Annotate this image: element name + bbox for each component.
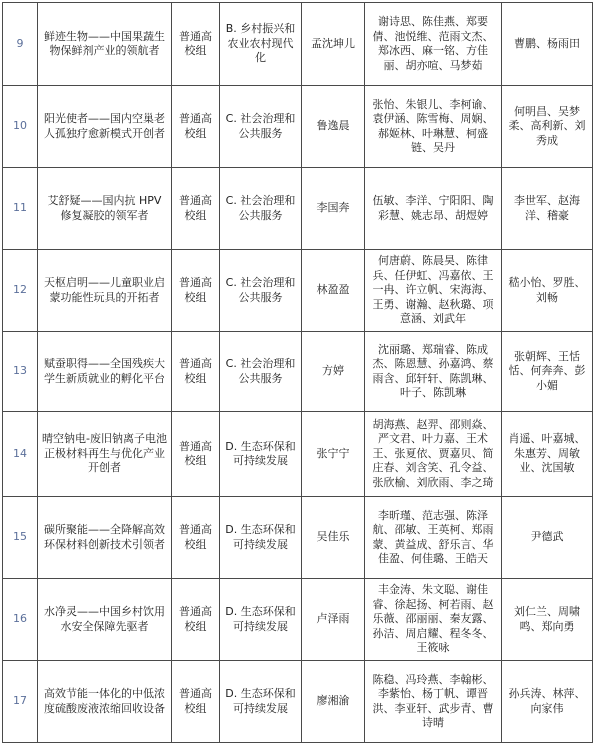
project-name: 阳光使者——国内空巢老人孤独疗愈新模式开创者	[38, 86, 172, 168]
row-number: 10	[3, 86, 38, 168]
team-leader: 廖湘渝	[302, 661, 365, 743]
team-members: 谢诗思、陈佳燕、郑要倩、池悦维、范雨文杰、郑冰西、麻一铭、方佳丽、胡亦喧、马梦茹	[365, 3, 502, 86]
project-name: 赋蚕职得——全国残疾大学生新质就业的孵化平台	[38, 332, 172, 412]
group-category: 普通高校组	[172, 661, 220, 743]
project-name: 碳所聚能——全降解高效环保材料创新技术引领者	[38, 497, 172, 579]
team-members: 沈丽璐、郑瑞睿、陈成杰、陈恩慧、孙嘉鸿、蔡雨含、邱轩轩、陈凯琳、叶子、陈凯琳	[365, 332, 502, 412]
track-category: D. 生态环保和可持续发展	[220, 412, 302, 497]
table-row	[3, 661, 593, 743]
table-row	[3, 168, 593, 250]
track-category: C. 社会治理和公共服务	[220, 168, 302, 250]
group-category: 普通高校组	[172, 497, 220, 579]
team-leader: 卢泽雨	[302, 579, 365, 661]
team-leader: 方婷	[302, 332, 365, 412]
team-members: 李昕瑾、范志强、陈泽航、邵敏、王英柯、郑雨蒙、黄益成、舒乐言、华佳盈、何佳璐、王皓天	[365, 497, 502, 579]
advisors: 何明昌、吴梦柔、高利新、刘秀成	[502, 86, 593, 168]
row-number: 17	[3, 661, 38, 743]
project-name: 晴空钠电-废旧钠离子电池正极材料再生与优化产业开创者	[38, 412, 172, 497]
track-category: B. 乡村振兴和农业农村现代化	[220, 3, 302, 86]
row-number: 13	[3, 332, 38, 412]
group-category: 普通高校组	[172, 3, 220, 86]
team-leader: 吴佳乐	[302, 497, 365, 579]
track-category: D. 生态环保和可持续发展	[220, 497, 302, 579]
team-members: 伍敏、李洋、宁阳阳、陶彩慧、姚志昂、胡煜婷	[365, 168, 502, 250]
row-number: 12	[3, 250, 38, 332]
team-members: 陈稳、冯玲燕、李翰彬、李紫怡、杨丁帆、谭晋洪、李亚轩、武步青、曹诗晴	[365, 661, 502, 743]
project-name: 高效节能一体化的中低浓度硫酸废液浓缩回收设备	[38, 661, 172, 743]
advisors: 李世军、赵海洋、稽豪	[502, 168, 593, 250]
group-category: 普通高校组	[172, 412, 220, 497]
award-table	[2, 2, 593, 743]
team-leader: 鲁逸晨	[302, 86, 365, 168]
project-name: 水净灵——中国乡村饮用水安全保障先驱者	[38, 579, 172, 661]
group-category: 普通高校组	[172, 579, 220, 661]
team-leader: 张宁宁	[302, 412, 365, 497]
track-category: D. 生态环保和可持续发展	[220, 579, 302, 661]
row-number: 15	[3, 497, 38, 579]
row-number: 11	[3, 168, 38, 250]
track-category: C. 社会治理和公共服务	[220, 250, 302, 332]
team-members: 张怡、朱银儿、李柯谕、袁伊涵、陈雪梅、周娴、郝姬林、叶琳慧、柯盛链、吴丹	[365, 86, 502, 168]
project-name: 艾舒疑——国内抗 HPV 修复凝胶的领军者	[38, 168, 172, 250]
table-row	[3, 579, 593, 661]
team-members: 胡海燕、赵羿、邵则焱、严文君、叶力嘉、王术王、张夏依、贾嘉贝、简庄春、刘含笑、孔令益、张欣榆、刘欣雨、李之琦	[365, 412, 502, 497]
advisors: 嵇小怡、罗胜、刘畅	[502, 250, 593, 332]
advisors: 尹德武	[502, 497, 593, 579]
row-number: 14	[3, 412, 38, 497]
row-number: 16	[3, 579, 38, 661]
group-category: 普通高校组	[172, 86, 220, 168]
track-category: D. 生态环保和可持续发展	[220, 661, 302, 743]
row-number: 9	[3, 3, 38, 86]
table-row	[3, 412, 593, 497]
team-members: 何唐蔚、陈晨昊、陈律兵、任伊虹、冯嘉依、王一冉、许立帆、宋海海、王勇、谢瀚、赵秋璐、项意涵、刘武年	[365, 250, 502, 332]
advisors: 曹鹏、杨雨田	[502, 3, 593, 86]
advisors: 张朝辉、王恬恬、何奔奔、彭小媚	[502, 332, 593, 412]
group-category: 普通高校组	[172, 168, 220, 250]
project-name: 鲜迹生物——中国果蔬生物保鲜剂产业的领航者	[38, 3, 172, 86]
table-row	[3, 332, 593, 412]
advisors: 肖遥、叶嘉城、朱惠芳、周敏业、沈国敏	[502, 412, 593, 497]
track-category: C. 社会治理和公共服务	[220, 332, 302, 412]
group-category: 普通高校组	[172, 250, 220, 332]
group-category: 普通高校组	[172, 332, 220, 412]
team-leader: 林盈盈	[302, 250, 365, 332]
team-members: 丰金涛、朱文聪、谢佳睿、徐起扬、柯若雨、赵乐薇、邵丽丽、秦友露、孙洁、周启耀、程冬冬、王筱咏	[365, 579, 502, 661]
team-leader: 孟沈坤儿	[302, 3, 365, 86]
table-row	[3, 497, 593, 579]
table-row	[3, 86, 593, 168]
advisors: 孙兵涛、林萍、向家伟	[502, 661, 593, 743]
track-category: C. 社会治理和公共服务	[220, 86, 302, 168]
table-row	[3, 3, 593, 86]
table-row	[3, 250, 593, 332]
project-name: 天枢启明——儿童职业启蒙功能性玩具的开拓者	[38, 250, 172, 332]
advisors: 刘仁兰、周啸鸣、郑向勇	[502, 579, 593, 661]
team-leader: 李国奔	[302, 168, 365, 250]
